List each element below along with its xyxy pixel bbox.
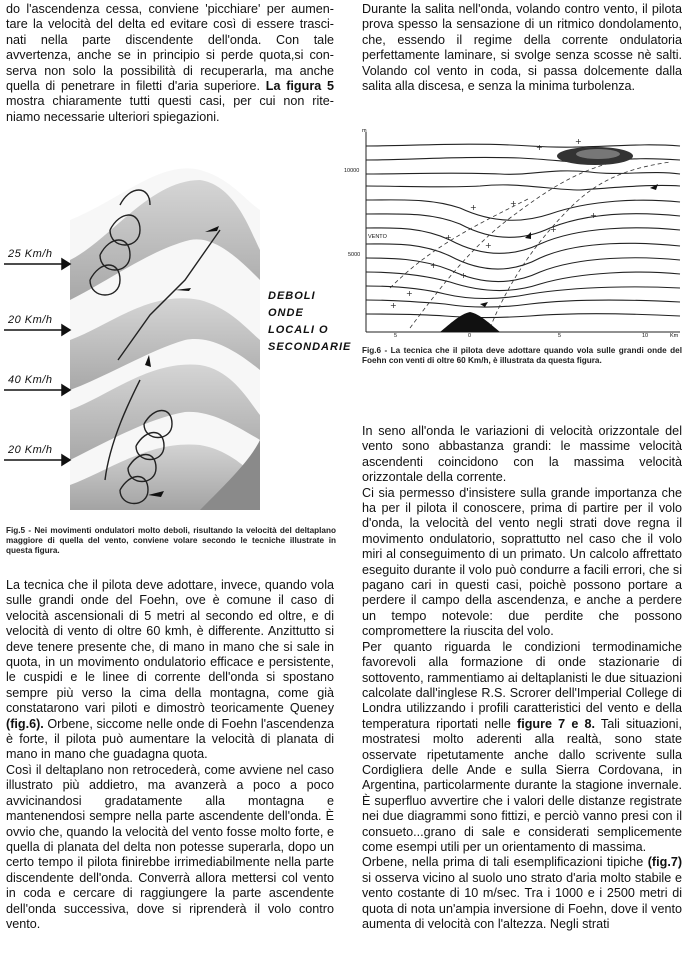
svg-text:+: + [485, 241, 492, 250]
fig6-xtick-1: 5 [394, 333, 398, 339]
figure-6 [344, 128, 690, 340]
wind-speed-label-3: 40 Km/h [8, 374, 53, 386]
right-paragraph-3: Per quanto riguarda le condizioni termodinamiche favorevoli alla formazione di onde stazionarie di sottovento, rammentiamo ai deltaplanisti le due situazioni calcolate dall'inglese R.S. Scrorer dell'Imperial College di Londra utilizzando i profili caratteristici del vento e della temperatura riportati nelle figure 7 e 8. Tali situazioni, mostratesi molto aderenti alla realtà, sono state osservate ripetutamente anche dallo scrivente sulla Cordigliera delle Ande e sulla Sierra Cordovana, in Argentina, particolarmente durante la stagione invernale. È superfluo avvertire che i valori delle distanze registrate nei due diagrammi sono fittizi, e perciò vanno presi con il consueto...grano di sale e considerati semplicemente come esempi utili per un orientamento di massima. [362, 639, 682, 854]
fig5-annotation: DEBOLI ONDE LOCALI O SECONDARIE [268, 290, 352, 353]
left-paragraph-1: La tecnica che il pilota deve adottare, invece, quando vola sulle grandi onde del Foehn, ove è comune il caso di velocità ascensionali di 5 metri al secondo ed oltre, e di velocità di vento di oltre 60 kmh, è differente. Anzittutto si deve tenere presente che, di mano in mano che si sale in quota, in un movimento ondulatorio efficace e persistente, le cuspidi e le linee di corrente dell'onda si spostano sempre più verso la cima della montagna, come già constatarono vari piloti e dimostrò teoricamente Queney (fig.6). Orbene, siccome nelle onde di Foehn l'ascendenza è forte, il pilota può aumentare la velocità di planata di mano in mano che guadagna quota. [6, 578, 334, 762]
fig6-reference: (fig.6). [6, 716, 44, 731]
left-intro-text [6, 2, 334, 125]
fig6-xtick-2: 0 [468, 333, 472, 339]
fig6-ytick-10000: 10000 [344, 168, 360, 174]
right-paragraph-4: Orbene, nella prima di tali esemplificazioni tipiche (fig.7) si osserva vicino al suolo uno strato d'aria molto stabile e vento costante di 10 m/sec. Tra i 1000 e i 2500 metri di quota di nota un'ampia inversione di Foehn, dove il vento aumenta di velocità con l'altezza. Negli strati [362, 855, 683, 931]
fig5-reference: La figura 5 [265, 79, 334, 94]
fig6-unit-km: Km [670, 333, 679, 339]
svg-text:+: + [590, 211, 597, 220]
svg-text:+: + [550, 225, 557, 234]
fig7-reference: (fig.7) [647, 855, 683, 870]
svg-text:+: + [430, 261, 437, 270]
svg-text:+: + [406, 289, 413, 298]
fig6-unit-m: m [362, 128, 367, 134]
fig5-caption: Fig.5 - Nei movimenti ondulatori molto deboli, risultando la velocità del deltaplano maggiore di quella del vento, conviene volare secondo le tecniche illustrate in questa figura. [6, 526, 336, 556]
left-paragraph-2: Così il deltaplano non retrocederà, come avviene nel caso illustrato più addietro, ma avanzerà a poco a poco avvicinandosi gradatamente alla montagna e mantenendosi sempre nella parte ascendente dell'onda. È ovvio che, quando la velocità del vento fosse molto forte, e quella di planata del delta non potesse superarla, dopo un certo tempo il pilota finirebbe irrimediabilmente nella parte discendente dell'onda. Converrà allora mettersi col vento in coda e cercare di raggiungere la parte ascendente dell'onda successiva, dove si riprenderà il volo contro vento. [6, 762, 334, 931]
svg-text:+: + [460, 271, 467, 280]
svg-text:+: + [510, 199, 517, 208]
wind-speed-label-1: 25 Km/h [8, 248, 53, 260]
fig6-caption: Fig.6 - La tecnica che il pilota deve adottare quando vola sulle grandi onde del Foehn con venti di oltre 60 Km/h, è illustrata da questa figura. [362, 346, 682, 366]
fig6-xtick-3: 5 [558, 333, 562, 339]
right-intro-paragraph: Durante la salita nell'onda, volando contro vento, il pilota prova spesso la sensazione di un ritmico dondolamento, che, essendo il regime della corrente ondulatoria perfettamente laminare, si svolge senza scosse nè salti. Volando col vento in coda, si passa dolcemente dalla salita alla discesa, e senza la minima turbolenza. [362, 2, 682, 94]
wind-speed-label-4: 20 Km/h [8, 444, 53, 456]
right-paragraph-1: In seno all'onda le variazioni di velocità orizzontale del vento sono abbastanza grandi: le massime velocità ascendenti coincidono con la massima velocità orizzontale della corrente. [362, 424, 682, 485]
fig6-ytick-5000: 5000 [348, 252, 361, 258]
svg-text:+: + [390, 301, 397, 310]
svg-text:+: + [575, 137, 582, 146]
right-intro-text [362, 2, 682, 94]
left-main-text [6, 578, 334, 932]
right-main-text [362, 424, 682, 932]
svg-text:+: + [445, 233, 452, 242]
fig6-wave-diagram [350, 128, 690, 340]
fig6-vento-label: VENTO [368, 234, 387, 240]
svg-text:+: + [536, 143, 543, 152]
wind-speed-label-2: 20 Km/h [8, 314, 53, 326]
fig6-xtick-4: 10 [642, 333, 649, 339]
fig78-reference: figure 7 e 8. [517, 716, 595, 731]
svg-text:+: + [470, 203, 477, 212]
right-paragraph-2: Ci sia permesso d'insistere sulla grande importanza che ha per il pilota il conoscere, prima di partire per il volo d'onda, la velocità del vento negli strati dove regna il movimento ondulatorio, soprattutto nel caso che il volo miri al conseguimento di un primato. Un calcolo affrettato eseguito durante il volo può condurre a facili errori, che si pagano cari in questi casi, poichè possono portare a perdere il campo della ascendenza, e anche a perdere un tempo notevole: due perdite che possono compromettere la riuscita del volo. [362, 485, 682, 639]
left-intro-paragraph: do l'ascendenza cessa, conviene 'picchiare' per aumen- tare la velocità del delta ed evitare così di essere trasci- nati nella parte discendente dell'onda. Con tale avvertenza, anche se in principio si perde quota,si con- serva non solo la possibilità di recuperarla, ma anche quella di penetrare in filetti d'aria superiore. La figura 5 mostra chiaramente tutti questi casi, per cui non rite- niamo necessarie ulteriori spiegazioni. [6, 2, 334, 124]
